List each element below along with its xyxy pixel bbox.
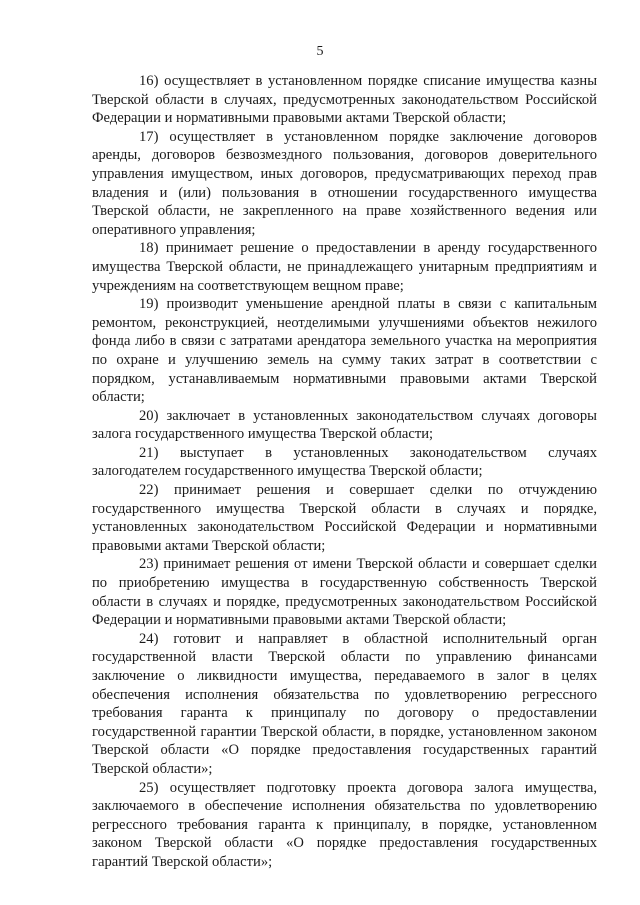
- paragraph-25: 25) осуществляет подготовку проекта договора залога имущества, заключаемого в обеспечение исполнения обязательства по удовлетворению регрессного требования гаранта к принципалу, в порядке, установленном законом Тверской области «О порядке предоставления государственных гарантий Тверской области»;: [92, 779, 597, 870]
- document-body: [92, 72, 597, 872]
- paragraph-21: 21) выступает в установленных законодательством случаях залогодателем государственного имущества Тверской области;: [92, 444, 597, 480]
- paragraph-24: 24) готовит и направляет в областной исполнительный орган государственной власти Тверской области по управлению финансами заключение о ликвидности имущества, передаваемого в залог в целях обеспечения исполнения обязательства по удовлетворению регрессного требования гаранта к принципалу по договору о предоставлении государственной гарантии Тверской области, в порядке, установленном законом Тверской области «О порядке предоставления государственных гарантий Тверской области»;: [92, 630, 597, 777]
- paragraph-18: 18) принимает решение о предоставлении в аренду государственного имущества Тверской области, не принадлежащего унитарным предприятиям и учреждениям на соответствующем вещном праве;: [92, 240, 597, 294]
- paragraph-19: 19) производит уменьшение арендной платы в связи с капитальным ремонтом, реконструкцией, неотделимыми улучшениями объектов нежилого фонда либо в связи с затратами арендатора земельного участка на мероприятия по охране и улучшению земель на сумму таких затрат в соответствии с порядком, устанавливаемым нормативными правовыми актами Тверской области;: [92, 296, 597, 406]
- paragraph-17: 17) осуществляет в установленном порядке заключение договоров аренды, договоров безвозмездного пользования, договоров доверительного управления имуществом, иных договоров, предусматривающих переход прав владения и (или) пользования в отношении государственного имущества Тверской области, не закрепленного на праве хозяйственного ведения или оперативного управления;: [92, 128, 597, 238]
- paragraph-23: 23) принимает решения от имени Тверской области и совершает сделки по приобретению имущества в государственную собственность Тверской области в случаях и порядке, предусмотренных законодательством Российской Федерации и нормативными правовыми актами Тверской области;: [92, 556, 597, 629]
- paragraph-20: 20) заключает в установленных законодательством случаях договоры залога государственного имущества Тверской области;: [92, 407, 597, 443]
- paragraph-16: 16) осуществляет в установленном порядке списание имущества казны Тверской области в случаях, предусмотренных законодательством Российской Федерации и нормативными правовыми актами Тверской области;: [92, 73, 597, 127]
- paragraph-22: 22) принимает решения и совершает сделки по отчуждению государственного имущества Тверской области в случаях и порядке, установленных законодательством Российской Федерации и нормативными правовыми актами Тверской области;: [92, 482, 597, 554]
- page-number: 5: [316, 44, 324, 59]
